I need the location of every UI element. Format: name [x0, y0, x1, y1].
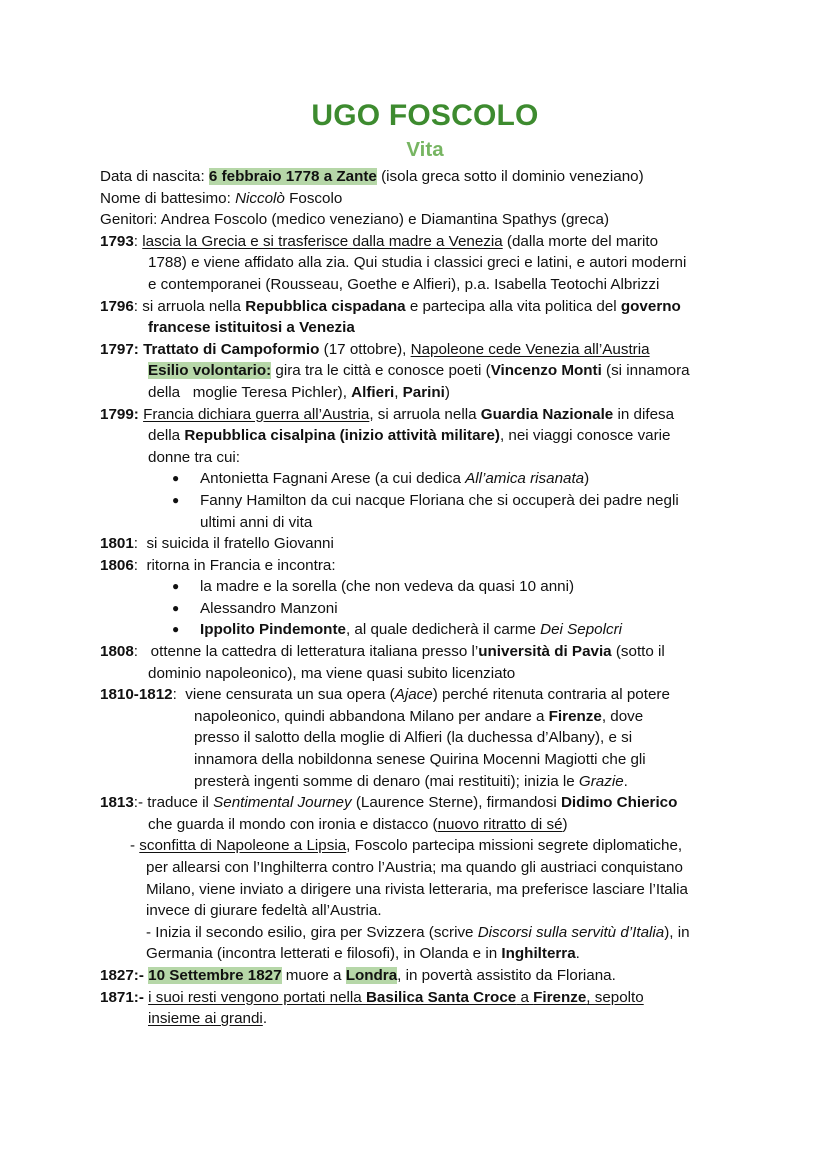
text-1793-a: (dalla morte del marito — [502, 232, 659, 250]
text-1793-c: e contemporanei (Rousseau, Goethe e Alfieri), p.a. Isabella Teotochi Albrizzi — [148, 275, 660, 293]
u: Napoleone cede Venezia all’Austria — [410, 340, 650, 358]
t: (sotto il — [611, 643, 665, 661]
t: (17 ottobre), — [319, 340, 411, 358]
t: : si arruola nella — [133, 297, 246, 315]
t: , in povertà assistito da Floriana. — [397, 966, 616, 984]
year-1871: 1871 — [100, 988, 134, 1006]
t: presso il salotto della moglie di Alfieri (la duchessa d’Albany), e si — [194, 729, 633, 747]
year-1808: 1808 — [100, 643, 134, 661]
t: e partecipa alla vita politica del — [405, 297, 621, 315]
year-1806: 1806 — [100, 556, 134, 574]
entry-1796 — [100, 296, 750, 339]
section-heading-vita: Vita — [406, 138, 444, 161]
i: Dei Sepolcri — [540, 621, 623, 639]
t: in difesa — [613, 405, 675, 423]
t: : si suicida il fratello Giovanni — [133, 535, 334, 553]
t: Fanny Hamilton da cui nacque Floriana che si occuperà dei padre negli — [200, 491, 679, 509]
b: Vincenzo Monti — [490, 362, 602, 380]
parents-line: Genitori: Andrea Foscolo (medico veneziano) e Diamantina Spathys (greca) — [100, 211, 610, 229]
t: , — [394, 383, 403, 401]
b: Alfieri — [351, 383, 395, 401]
t: ), in — [664, 923, 690, 941]
i: Sentimental Journey — [213, 794, 352, 812]
t: (si innamora — [601, 362, 690, 380]
year-1796: 1796 — [100, 297, 134, 315]
b: Repubblica cisalpina (inizio attività militare) — [184, 427, 500, 445]
t: ) — [444, 383, 450, 401]
t: dominio napoleonico), ma viene quasi subito licenziato — [148, 664, 516, 682]
list-item — [100, 576, 750, 598]
entry-1810-1812 — [100, 684, 750, 792]
birth-note: (isola greca sotto il dominio veneziano) — [376, 168, 644, 185]
t: napoleonico, quindi abbandona Milano per andare a — [194, 707, 549, 725]
women-list — [100, 468, 750, 533]
death-date: 10 Settembre 1827 — [148, 966, 282, 984]
t: ) — [562, 815, 568, 833]
t: Alessandro Manzoni — [200, 599, 338, 617]
t: , dove — [601, 707, 644, 725]
entry-1801 — [100, 533, 750, 555]
baptism-rest: Foscolo — [284, 189, 343, 207]
birth-line — [100, 166, 750, 188]
t: ) perché ritenuta contraria al potere — [432, 686, 670, 704]
u: nuovo ritratto di sé — [437, 815, 563, 833]
t: della moglie Teresa Pichler), — [148, 383, 352, 401]
b: Didimo Chierico — [560, 794, 678, 812]
b: Repubblica cispadana — [245, 297, 406, 315]
sep: : — [133, 232, 143, 250]
bullet-icon: ● — [172, 622, 180, 637]
u: Francia dichiara guerra all’Austria — [143, 405, 370, 423]
b: Guardia Nazionale — [480, 405, 614, 423]
i: Grazie — [578, 772, 624, 790]
year-1797: 1797 — [100, 340, 134, 358]
t: : ritorna in Francia e incontra: — [133, 556, 336, 574]
birth-date: 6 febbraio 1778 a Zante — [208, 168, 377, 185]
sep: : — [133, 340, 144, 358]
b: Trattato di Campoformio — [143, 340, 320, 358]
i: Discorsi sulla servitù d’Italia — [477, 923, 665, 941]
entry-1797 — [100, 339, 750, 404]
b: Firenze — [533, 988, 587, 1006]
t: , nei viaggi conosce varie — [499, 427, 671, 445]
t: . — [575, 945, 580, 963]
t: gira tra le città e conosce poeti ( — [271, 362, 491, 380]
u: , sepolto — [586, 988, 644, 1006]
year-1793: 1793 — [100, 232, 134, 250]
t: ) — [584, 470, 590, 488]
death-place: Londra — [345, 966, 398, 984]
baptism-line — [100, 188, 750, 210]
meetings-list — [100, 576, 750, 641]
t: donne tra cui: — [148, 448, 241, 466]
entry-1813 — [100, 792, 750, 965]
list-item — [100, 598, 750, 620]
b: università di Pavia — [478, 643, 612, 661]
b: Parini — [402, 383, 445, 401]
b: Inghilterra — [501, 945, 576, 963]
entry-1806 — [100, 555, 750, 641]
u: a — [516, 988, 534, 1006]
entry-1871 — [100, 987, 750, 1030]
u: i suoi resti vengono portati nella — [148, 988, 366, 1006]
t: : ottenne la cattedra di letteratura italiana presso l’ — [133, 643, 479, 661]
birth-label: Data di nascita: — [100, 168, 209, 185]
t: presterà ingenti somme di denaro (mai restituiti); inizia le — [194, 772, 579, 790]
t: (Laurence Sterne), firmandosi — [351, 794, 561, 812]
bullet-icon: ● — [172, 471, 180, 486]
year-1813: 1813 — [100, 794, 134, 812]
t: , Foscolo partecipa missioni segrete diplomatiche, — [346, 837, 683, 855]
t: , si arruola nella — [369, 405, 481, 423]
t: : viene censurata un sua opera ( — [172, 686, 395, 704]
b: francese istituitosi a Venezia — [148, 319, 355, 337]
entry-1793 — [100, 231, 750, 296]
t: Milano, viene inviato a dirigere una rivista letteraria, ma preferisce lasciare l’Italia — [146, 880, 688, 898]
t: invece di giurare fedeltà all’Austria. — [146, 902, 382, 920]
t: muore a — [281, 966, 346, 984]
u: insieme ai grandi — [148, 1010, 263, 1028]
list-item-cont — [100, 512, 750, 534]
year-1827: 1827 — [100, 966, 134, 984]
bullet-icon: ● — [172, 579, 180, 594]
t: ultimi anni di vita — [200, 513, 313, 531]
b: Firenze — [548, 707, 602, 725]
entry-1799 — [100, 404, 750, 534]
bullet-icon: ● — [172, 600, 180, 615]
document-title: UGO FOSCOLO — [311, 99, 539, 132]
b: Basilica Santa Croce — [365, 988, 517, 1006]
t: della — [148, 427, 185, 445]
i: All’amica risanata — [465, 470, 585, 488]
b-highlight: Esilio volontario: — [148, 362, 272, 380]
entry-1827 — [100, 965, 750, 987]
u: sconfitta di Napoleone a Lipsia — [139, 837, 347, 855]
t: . — [262, 1010, 268, 1028]
text-1793-b: 1788) e viene affidato alla zia. Qui studia i classici greci e latini, e autori moderni — [148, 254, 687, 272]
year-1801: 1801 — [100, 535, 134, 553]
bullet-icon: ● — [172, 492, 180, 507]
t: innamora della nobildonna senese Quirina Mocenni Magiotti che gli — [194, 751, 646, 769]
t: che guarda il mondo con ironia e distacco ( — [148, 815, 438, 833]
text-1793-u: lascia la Grecia e si trasferisce dalla madre a Venezia — [142, 232, 503, 250]
t: Germania (incontra letterati e filosofi), in Olanda e in — [146, 945, 502, 963]
year-1799: 1799 — [100, 405, 134, 423]
list-item — [100, 468, 750, 490]
b: Ippolito Pindemonte — [200, 621, 346, 639]
t: Antonietta Fagnani Arese (a cui dedica — [200, 470, 466, 488]
t: . — [623, 772, 628, 790]
baptism-label: Nome di battesimo: — [100, 189, 236, 207]
b: governo — [620, 297, 681, 315]
dash: - — [130, 837, 140, 855]
entry-1808 — [100, 641, 750, 684]
t: per allearsi con l’Inghilterra contro l’Austria; ma quando gli austriaci conquistano — [146, 859, 683, 876]
year-1810-1812: 1810-1812 — [100, 686, 173, 704]
t: la madre e la sorella (che non vedeva da quasi 10 anni) — [200, 578, 575, 596]
sep: :- — [133, 966, 149, 984]
t: - Inizia il secondo esilio, gira per Svizzera (scrive — [146, 923, 478, 941]
list-item — [100, 619, 750, 641]
baptism-name: Niccolò — [235, 189, 285, 207]
t: , al quale dedicherà il carme — [345, 621, 541, 639]
sep: :- traduce il — [133, 794, 214, 812]
sep: : — [133, 405, 144, 423]
sep: :- — [133, 988, 149, 1006]
list-item — [100, 490, 750, 512]
i: Ajace — [394, 686, 433, 704]
